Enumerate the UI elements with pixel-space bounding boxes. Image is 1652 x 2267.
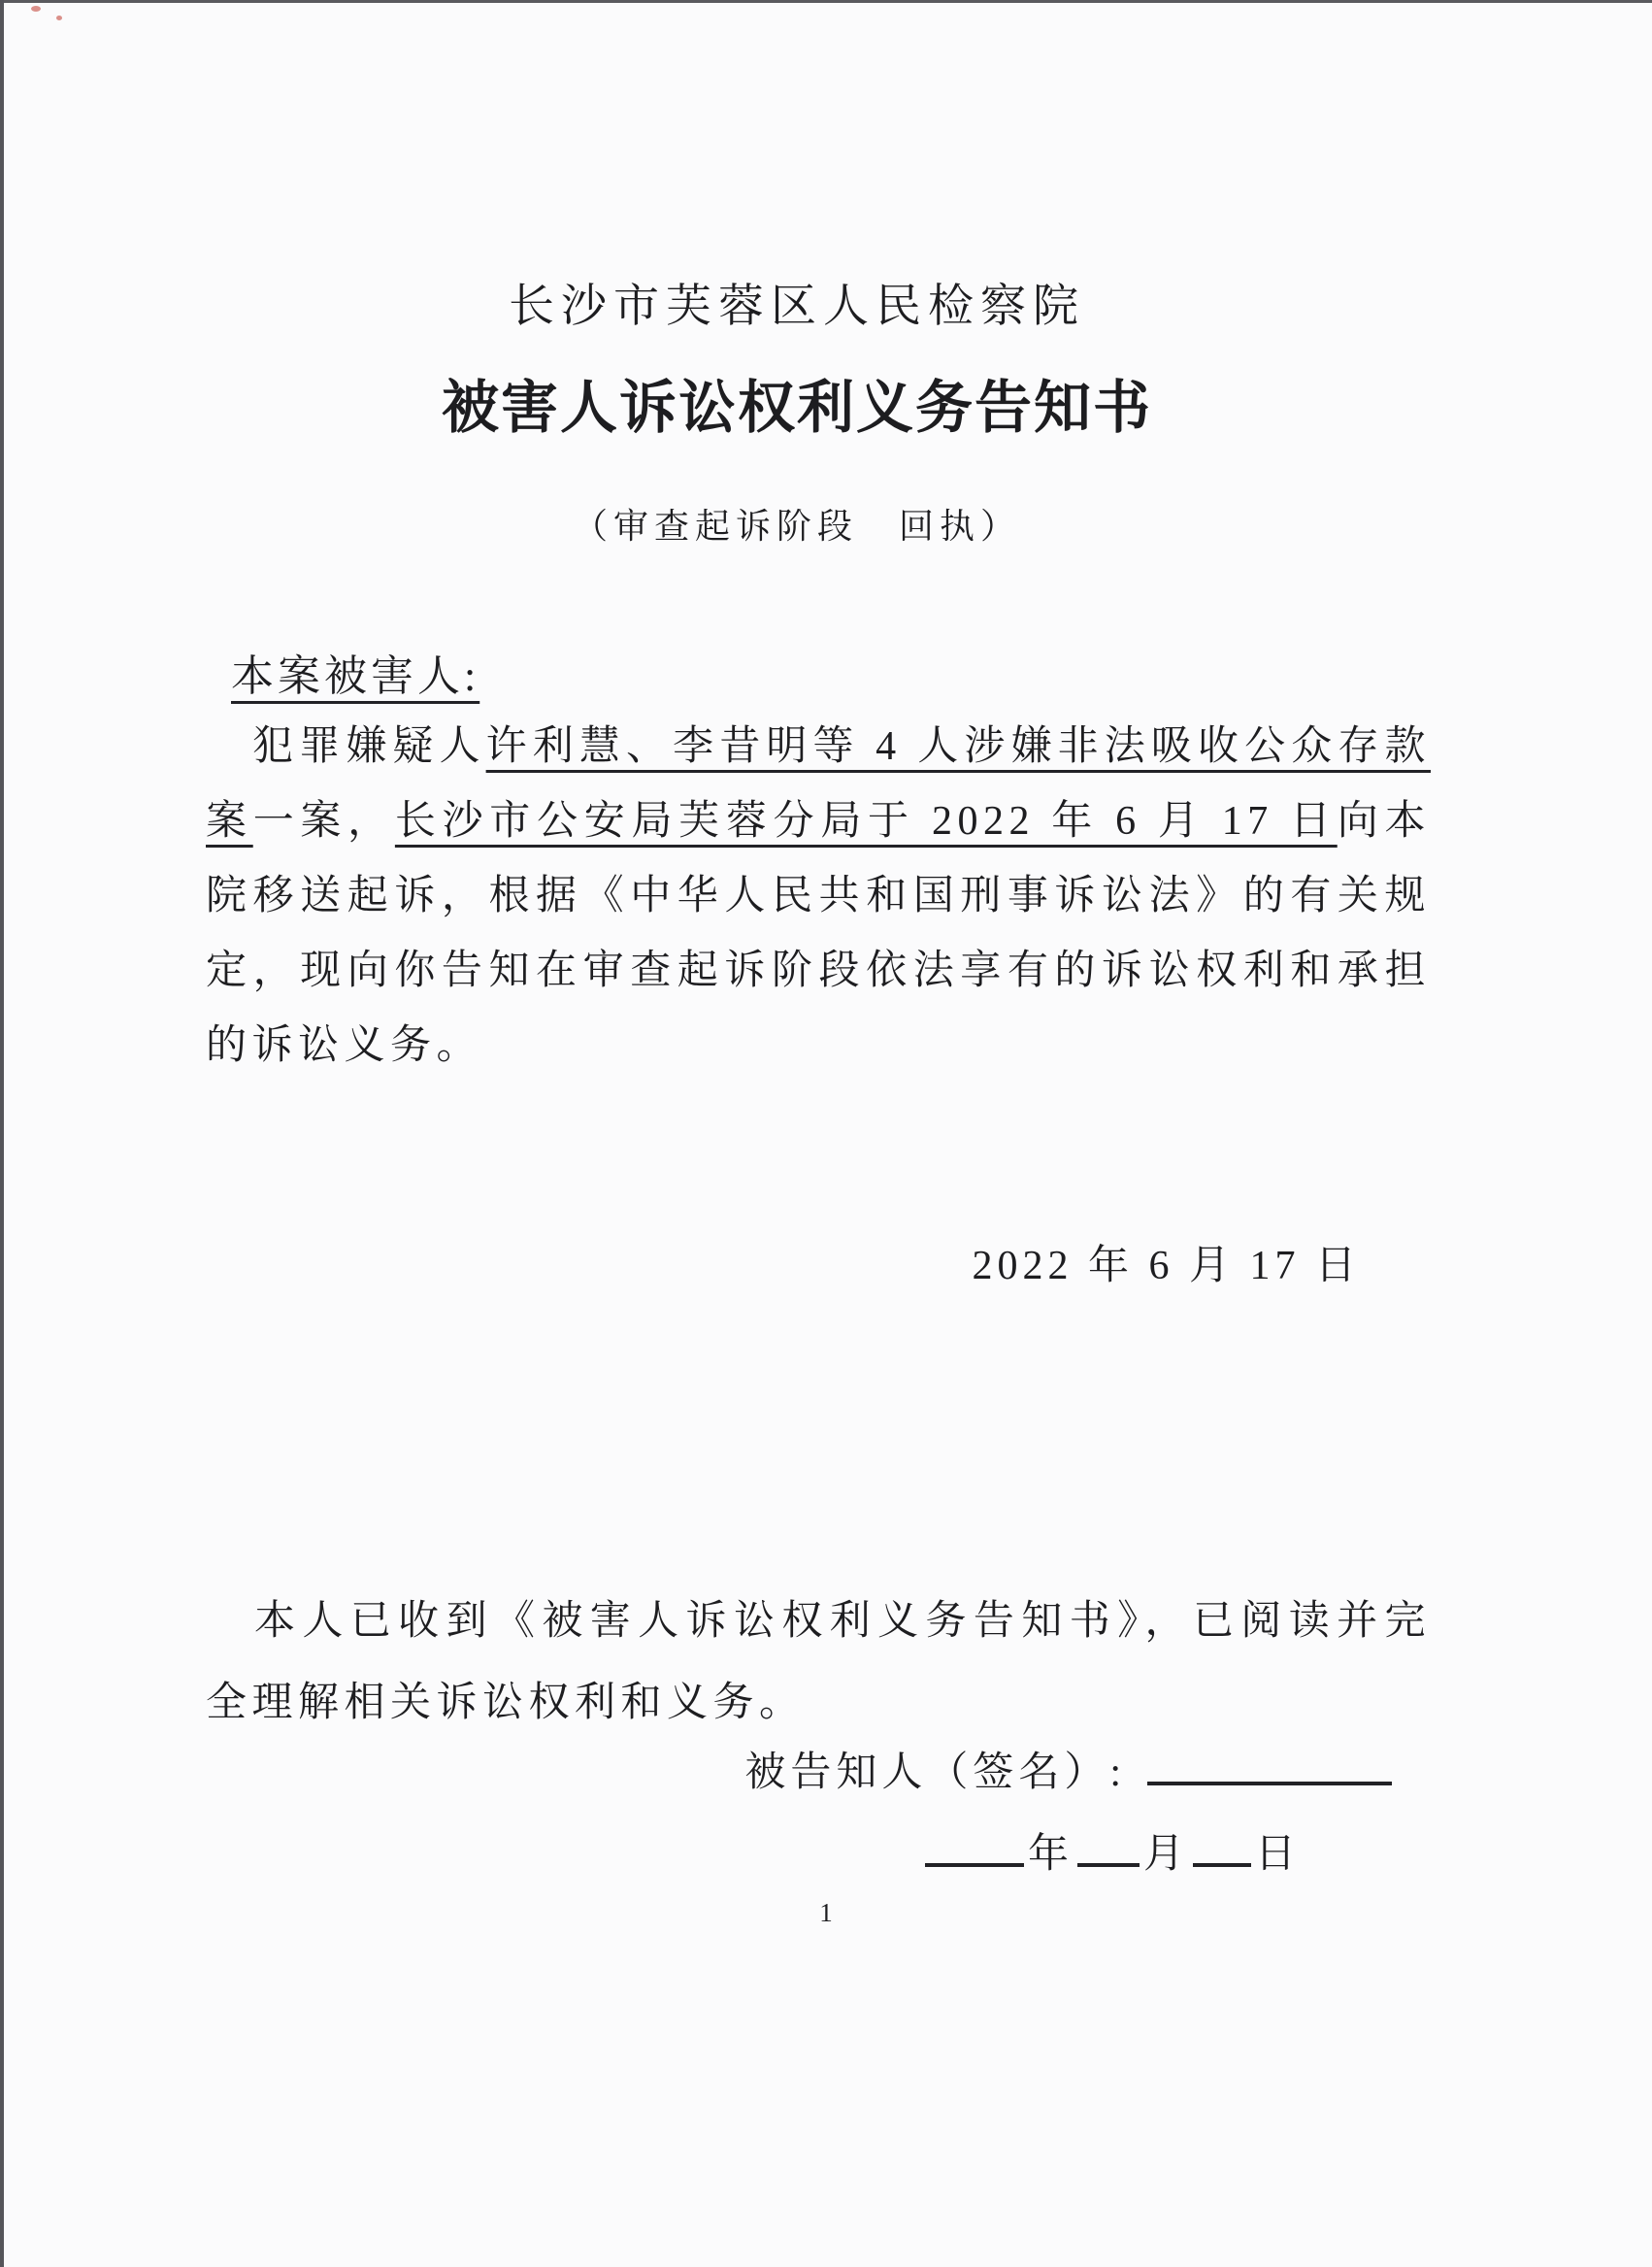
receipt-date-row [206, 1821, 1431, 1880]
year-label: 年 [1027, 1832, 1074, 1877]
paragraph-mid: 一案， [252, 799, 395, 844]
body-paragraph [206, 710, 1431, 1083]
document-subtitle: （审查起诉阶段 回执） [572, 507, 1021, 546]
paragraph-suffix: 向本院移送起诉，根据《中华人民共和国刑事诉讼法》的有关规定，现向你告知在审查起诉阶段依法享有的诉讼权利和承担的诉讼义务。 [206, 799, 1431, 1068]
scan-artifact [31, 6, 41, 12]
receipt-statement: 本人已收到《被害人诉讼权利义务告知书》，已阅读并完全理解相关诉讼权利和义务。 [206, 1599, 1431, 1725]
signature-label: 被告知人（签名）: [744, 1750, 1126, 1795]
issuing-authority: 长沙市芙蓉区人民检察院 [509, 282, 1085, 332]
issue-date: 2022 年 6 月 17 日 [972, 1244, 1361, 1288]
month-label: 月 [1142, 1832, 1189, 1877]
case-name-underlined: 许利慧、李昔明等 4 人涉嫌非法吸收公众存款案 [206, 724, 1431, 844]
day-blank-line [1193, 1824, 1251, 1867]
year-blank-line [925, 1824, 1024, 1867]
scan-artifact [56, 16, 62, 20]
signature-blank-line [1147, 1743, 1392, 1785]
page-number: 1 [819, 1898, 833, 1927]
signature-row [206, 1740, 1431, 1798]
salutation-text: 本案被害人: [231, 652, 480, 700]
month-blank-line [1077, 1824, 1140, 1867]
document-title: 被害人诉讼权利义务告知书 [441, 376, 1152, 440]
transfer-info-underlined: 长沙市公安局芙蓉分局于 2022 年 6 月 17 日 [394, 799, 1338, 844]
salutation [231, 641, 479, 703]
day-label: 日 [1254, 1832, 1301, 1877]
paragraph-prefix: 犯罪嫌疑人 [252, 724, 486, 769]
